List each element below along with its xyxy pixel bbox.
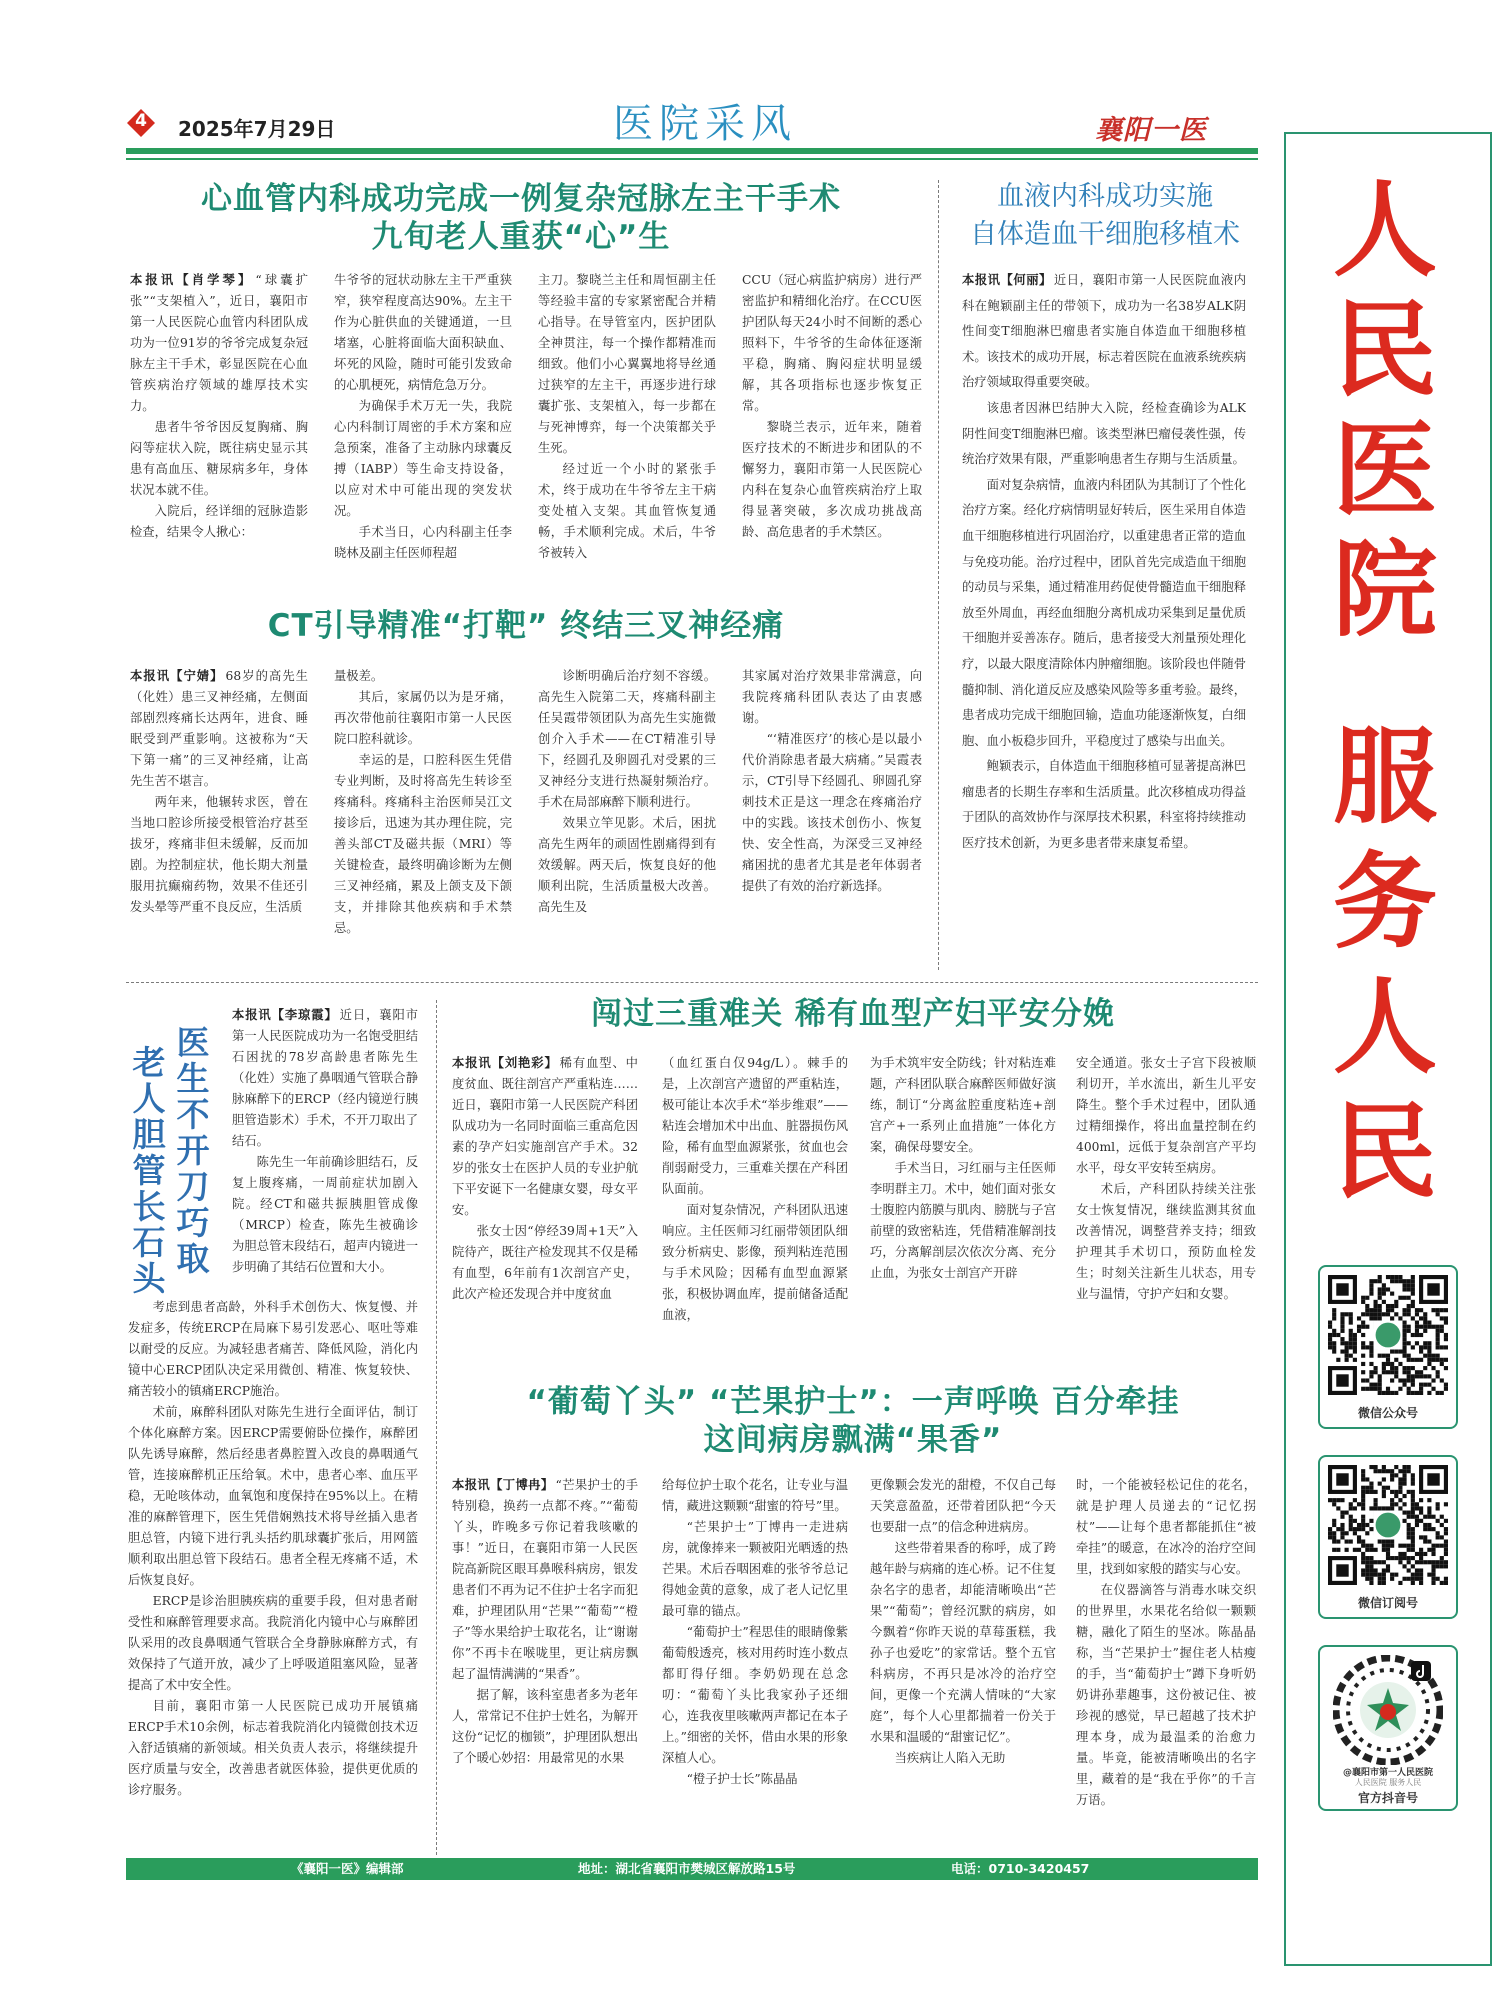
section-divider [126,982,1258,983]
title-char: 开 [176,1131,210,1170]
paragraph: 诊断明确后治疗刻不容缓。高先生入院第二天，疼痛科副主任吴霞带领团队为高先生实施微创介入手术——在CT精准引导下，经圆孔及卵圆孔对受累的三叉神经分支进行热凝射频治疗。手术在局部麻醉下顺利进行。 [538,669,716,809]
column-divider [938,180,939,970]
paragraph: ERCP是诊治胆胰疾病的重要手段，但对患者耐受性和麻醉管理要求高。我院消化内镜中心与麻醉团队采用的改良鼻咽通气管联合全身静脉麻醉方式，有效保持了气道开放，减少了上呼吸道阻塞风险，显著提高了术中安全性。 [128,1594,418,1692]
article6-column [1076,1475,1256,1845]
paragraph: 目前，襄阳市第一人民医院已成功开展镇痛ERCP手术10余例，标志着我院消化内镜微创技术迈入舒适镇痛的新领域。相关负责人表示，将继续提升医疗质量与安全，改善患者就医体验，提供更优质的诊疗服务。 [128,1699,418,1797]
paragraph: 面对复杂病情，血液内科团队为其制订了个性化治疗方案。经化疗病情明显好转后，医生采用自体造血干细胞移植进行巩固治疗，以重建患者正常的造血与免疫功能。治疗过程中，团队首先完成造血干细胞的动员与采集，通过精准用药促使骨髓造血干细胞释放至外周血，再经血细胞分离机成功采集到足量优质干细胞并妥善冻存。随后，患者接受大剂量预处理化疗，以最大限度清除体内肿瘤细胞。该阶段也伴随骨髓抑制、消化道反应及感染风险等多重考验。最终，患者成功完成干细胞回输，造血功能逐渐恢复，白细胞、血小板稳步回升，平稳度过了感染与出血关。 [962,477,1246,748]
paragraph: 患者牛爷爷因反复胸痛、胸闷等症状入院，既往病史显示其患有高血压、糖尿病多年，身体状况本就不佳。 [130,420,308,497]
issue-date: 2025年7月29日 [178,117,336,141]
header-rule-thin [126,158,1258,160]
footer-phone: 电话：0710-3420457 [951,1861,1090,1876]
article5-headline: 闯过三重难关 稀有血型产妇平安分娩 [591,996,1115,1032]
qr-code-icon[interactable] [1328,1465,1448,1585]
paragraph: 术前，麻醉科团队对陈先生进行全面评估，制订个体化麻醉方案。因ERCP需要俯卧位操作，麻醉团队先诱导麻醉，然后经患者鼻腔置入改良的鼻咽通气管，连接麻醉机正压给氧。术中，患者心率、血压平稳，无呛咳体动，血氧饱和度保持在95%以上。在精准的麻醉管理下，医生凭借娴熟技术将导丝插入患者胆总管，内镜下进行乳头括约肌球囊扩张后，用网篮顺利取出胆总管下段结石。患者全程无疼痛不适，术后恢复良好。 [128,1405,418,1587]
title-char: 医 [176,1023,210,1062]
article5-column [870,1053,1056,1371]
article6-column [662,1475,848,1845]
title-char: 不 [176,1095,210,1134]
article4-headline [128,1023,220,1298]
paragraph: 两年来，他辗转求医，曾在当地口腔诊所接受根管治疗甚至拔牙，疼痛非但未缓解，反而加剧。为控制症状，他长期大剂量服用抗癫痫药物，效果不佳还引发头晕等严重不良反应，生活质 [130,795,308,914]
article3-headline [950,178,1260,254]
paragraph: 陈先生一年前确诊胆结石，反复上腹疼痛，一周前症状加剧入院。经CT和磁共振胰胆管成像（MRCP）检查，陈先生被确诊为胆总管末段结石，超声内镜进一步明确了其结石位置和大小。 [232,1155,418,1274]
paragraph: 面对复杂情况，产科团队迅速响应。主任医师习红丽带领团队细致分析病史、影像，预判粘连范围与手术风险；因稀有血型血源紧张，积极协调血库，提前储备适配血液， [662,1203,848,1322]
article3-body [962,268,1246,968]
paragraph: 其家属对治疗效果非常满意，向我院疼痛科团队表达了由衷感谢。 [742,669,922,725]
paragraph: 幸运的是，口腔科医生凭借专业判断，及时将高先生转诊至疼痛科。疼痛科主治医师吴江文接诊后，迅速为其办理住院，完善头部CT及磁共振（MRI）等关键检查，最终明确诊断为左侧三叉神经痛，累及上颌支及下颌支，并排除其他疾病和手术禁忌。 [334,753,512,935]
article1-column [334,270,512,594]
byline: 本报讯【何丽】 [962,273,1052,287]
column-divider [436,1000,437,1855]
douyin-code-icon[interactable] [1333,1655,1443,1765]
paragraph: 入院后，经详细的冠脉造影检查，结果令人揪心： [130,504,308,539]
paragraph: 考虑到患者高龄，外科手术创伤大、恢复慢、并发症多，传统ERCP在局麻下易引发恶心、呕吐等难以耐受的反应。为减轻患者痛苦、降低风险，消化内镜中心ERCP团队决定采用微创、精准、恢复较快、痛苦较小的镇痛ERCP施治。 [128,1300,418,1398]
paragraph: 当疾病让人陷入无助 [894,1751,1006,1765]
paragraph: 在仪器滴答与消毒水味交织的世界里，水果花名给似一颗颗糖，融化了陌生的坚冰。陈晶晶称，当“芒果护士”握住老人枯瘦的手，当“葡萄护士”蹲下身听奶奶讲孙辈趣事，这份被记住、被珍视的感觉，早已超越了技术护理本身，成为最温柔的治愈力量。毕竟，能被清晰唤出的名字里，藏着的是“我在乎你”的千言万语。 [1076,1583,1256,1807]
paragraph: 更像颗会发光的甜橙，不仅自己每天笑意盈盈，还带着团队把“今天也要甜一点”的信念种进病房。 [870,1478,1056,1534]
article1-column [742,270,922,594]
article6-title-line2: 这间病房飘满“果香” [703,1422,1003,1458]
qr-douyin-box [1318,1645,1458,1811]
article2-column [538,666,716,966]
paragraph: “芒果护士的手特别稳，换药一点都不疼。”“葡萄丫头，昨晚多亏你记着我咳嗽的事！”近日，在襄阳市第一人民医院高新院区眼耳鼻喉科病房，银发患者们不再为记不住护士名字而犯难，护理团队用“芒果”“葡萄”“橙子”等水果给护士取花名，让“谢谢你”不再卡在喉咙里，更让病房飘起了温情满满的“果香”。 [452,1478,638,1681]
paragraph: 黎晓兰表示，近年来，随着医疗技术的不断进步和团队的不懈努力，襄阳市第一人民医院心内科在复杂心血管疾病治疗上取得显著突破，多次成功挑战高龄、高危患者的手术禁区。 [742,420,922,539]
article1-title-line2: 九旬老人重获“心”生 [371,219,671,255]
slogan-char: 人 [1332,169,1437,291]
article1-title-line1: 心血管内科成功完成一例复杂冠脉左主干手术 [201,181,841,217]
article6-column [452,1475,638,1845]
qr-wechat-subscription-box [1318,1455,1458,1619]
title-char: 刀 [176,1167,210,1206]
title-char: 老 [132,1043,166,1082]
paragraph: 为确保手术万无一失，我院心内科制订周密的手术方案和应急预案，准备了主动脉内球囊反搏（IABP）等生命支持设备，以应对术中可能出现的突发状况。 [334,399,512,518]
paragraph: 为手术筑牢安全防线；针对粘连难题，产科团队联合麻醉医师做好演练，制订“分离盆腔重度粘连+剖宫产+一系列止血措施”一体化方案，确保母婴安全。 [870,1056,1056,1154]
paragraph: “球囊扩张”“支架植入”，近日，襄阳市第一人民医院心血管内科团队成功为一位91岁的爷爷完成复杂冠脉左主干手术，彰显医院在心血管疾病治疗领域的雄厚技术实力。 [130,273,308,413]
paragraph: 手术当日，习红丽与主任医师李明群主刀。术中，她们面对张女士腹腔内筋膜与肌肉、膀胱与子宫前壁的致密粘连，凭借精准解剖技巧，分离解剖层次依次分离、充分止血，为张女士剖宫产开辟 [870,1161,1056,1280]
paragraph: 时，一个能被轻松记住的花名，就是护理人员递去的“记忆拐杖”——让每个患者都能抓住“被牵挂”的暖意，在冰冷的治疗空间里，找到如家般的踏实与心安。 [1076,1478,1256,1576]
article4-body-lower [128,1297,418,1842]
slogan-char: 院 [1332,529,1437,651]
title-char: 巧 [176,1203,210,1242]
paragraph: 据了解，该科室患者多为老年人，常常记不住护士姓名，为解开这份“记忆的枷锁”，护理团队想出了个暖心妙招：用最常见的水果 [452,1688,638,1765]
article1-column [538,270,716,594]
article1-headline [126,180,916,256]
article4-body-upper [232,1005,418,1295]
article3-title-line2: 自体造血干细胞移植术 [970,219,1240,250]
byline: 本报讯【宁婧】 [130,669,224,683]
paragraph: CCU（冠心病监护病房）进行严密监护和精细化治疗。在CCU医护团队每天24小时不间断的悉心照料下，牛爷爷的生命体征逐渐平稳，胸痛、胸闷症状明显缓解，其各项指标也逐步恢复正常。 [742,273,922,413]
title-char: 人 [132,1079,166,1118]
slogan-char: 服 [1332,716,1437,838]
slogan-char: 民 [1332,1091,1437,1213]
paragraph: 经过近一个小时的紧张手术，终于成功在牛爷爷左主干病变处植入支架。其血管恢复通畅，手术顺利完成。术后，牛爷爷被转入 [538,462,716,560]
paragraph: 稀有血型、中度贫血、既往剖宫产严重粘连……近日，襄阳市第一人民医院产科团队成功为一名同时面临三重高危因素的孕产妇实施剖宫产手术。32岁的张女士在医护人员的专业护航下平安诞下一名健康女婴，母女平安。 [452,1056,638,1217]
paragraph: 68岁的高先生（化姓）患三叉神经痛，左侧面部剧烈疼痛长达两年，进食、睡眠受到严重影响。这被称为“天下第一痛”的三叉神经痛，让高先生苦不堪言。 [130,669,308,788]
footer-bar [126,1858,1258,1880]
qr-label: 微信订阅号 [1357,1596,1418,1610]
title-char: 头 [132,1259,166,1298]
slogan-line2 [1325,715,1445,1215]
page-number-badge [126,108,156,138]
paragraph: 张女士因“停经39周+1天”入院待产，既往产检发现其不仅是稀有血型，6年前有1次剖宫产史，此次产检还发现合并中度贫血 [452,1224,638,1301]
title-char: 胆 [132,1115,166,1154]
slogan-line1 [1325,170,1445,650]
paragraph: 安全通道。张女士子宫下段被顺利切开，羊水流出，新生儿平安降生。整个手术过程中，团队通过精细操作，将出血量控制在约400ml，远低于复杂剖宫产平均水平，母女平安转至病房。 [1076,1056,1256,1175]
article5-column [1076,1053,1256,1371]
qr-label: 微信公众号 [1357,1406,1418,1420]
header-rule-thick [126,148,1258,154]
byline: 本报讯【肖学琴】 [130,273,254,287]
paragraph: 鲍颖表示，自体造血干细胞移植可显著提高淋巴瘤患者的长期生存率和生活质量。此次移植成功得益于团队的高效协作与深厚技术积累，科室将持续推动医疗技术创新，为更多患者带来康复希望。 [962,759,1246,851]
page-number: 4 [135,111,147,131]
paragraph: “芒果护士”丁博冉一走进病房，就像捧来一颗被阳光晒透的热芒果。术后吞咽困难的张爷爷总记得她金黄的意象，成了老人记忆里最可靠的锚点。 [662,1520,848,1618]
footer-address: 地址：湖北省襄阳市樊城区解放路15号 [578,1861,796,1876]
byline: 本报讯【丁博冉】 [452,1478,554,1492]
paragraph: 给每位护士取个花名，让专业与温情，藏进这颗颗“甜蜜的符号”里。 [662,1478,848,1513]
footer-editorial: 《襄阳一医》编辑部 [291,1861,404,1876]
paragraph: 其后，家属仍以为是牙痛，再次带他前往襄阳市第一人民医院口腔科就诊。 [334,690,512,746]
article1-column [130,270,308,594]
newspaper-logo: 襄阳一医 [1095,115,1207,146]
article2-headline: CT引导精准“打靶” 终结三叉神经痛 [267,608,785,644]
paragraph: “‘精准医疗’的核心是以最小代价消除患者最大病痛。”吴霞表示，CT引导下经圆孔、卵圆孔穿刺技术正是这一理念在疼痛治疗中的实践。该技术创伤小、恢复快、安全性高，为深受三叉神经痛困扰的患者尤其是老年体弱者提供了有效的治疗新选择。 [742,732,922,893]
douyin-subcaption: 人民医院 服务人民 [1354,1778,1422,1787]
title-char: 管 [132,1151,166,1190]
article5-column [452,1053,638,1371]
title-char: 长 [132,1187,166,1226]
slogan-char: 医 [1332,409,1437,531]
article3-title-line1: 血液内科成功实施 [997,181,1213,212]
douyin-caption: @襄阳市第一人民医院 [1342,1768,1433,1778]
paragraph: 量极差。 [334,669,384,683]
slogan-char: 民 [1332,289,1437,411]
byline: 本报讯【刘艳彩】 [452,1056,558,1070]
paragraph: 近日，襄阳市第一人民医院成功为一名饱受胆结石困扰的78岁高龄患者陈先生（化姓）实施了鼻咽通气管联合静脉麻醉下的ERCP（经内镜逆行胰胆管造影术）手术，不开刀取出了结石。 [232,1008,418,1148]
qr-label: 官方抖音号 [1357,1791,1418,1805]
paragraph: “橙子护士长”陈晶晶 [686,1772,798,1786]
article6-headline [448,1383,1258,1459]
paragraph: 近日，襄阳市第一人民医院血液内科在鲍颖副主任的带领下，成功为一名38岁ALK阴性间变T细胞淋巴瘤患者实施自体造血干细胞移植术。该技术的成功开展，标志着医院在血液系统疾病治疗领域取得重要突破。 [962,273,1246,390]
article5-column [662,1053,848,1371]
article2-column [130,666,308,966]
paragraph: 牛爷爷的冠状动脉左主干严重狭窄，狭窄程度高达90%。左主干作为心脏供血的关键通道，一旦堵塞，心脏将面临大面积缺血、坏死的风险，随时可能引发致命的心肌梗死，病情危急万分。 [334,273,512,392]
paragraph: “葡萄护士”程思佳的眼睛像紫葡萄般透亮，核对用药时连小数点都盯得仔细。李奶奶现在总念叨：“葡萄丫头比我家孙子还细心，连我夜里咳嗽两声都记在本子上。”细密的关怀，借由水果的形象深植人心。 [662,1625,848,1765]
paragraph: 效果立竿见影。术后，困扰高先生两年的顽固性剧痛得到有效缓解。两天后，恢复良好的他顺利出院，生活质量极大改善。高先生及 [538,816,716,914]
article6-title-line1: “葡萄丫头” “芒果护士”：一声呼唤 百分牵挂 [526,1384,1180,1420]
section-title: 医院采风 [613,101,797,147]
paragraph: （血红蛋白仅94g/L）。棘手的是，上次剖宫产遗留的严重粘连，极可能让本次手术“举步维艰”——粘连会增加术中出血、脏器损伤风险，稀有血型血源紧张，贫血也会削弱耐受力，三重难关摆在产科团队面前。 [662,1056,848,1196]
slogan-char: 人 [1332,966,1437,1088]
title-char: 石 [132,1223,166,1262]
paragraph: 手术当日，心内科副主任李晓林及副主任医师程超 [334,525,512,560]
title-char: 取 [176,1239,210,1278]
qr-code-icon[interactable] [1328,1275,1448,1395]
paragraph: 该患者因淋巴结肿大入院，经检查确诊为ALK阴性间变T细胞淋巴瘤。该类型淋巴瘤侵袭性强，传统治疗效果有限，严重影响患者生存期与生活质量。 [962,400,1246,467]
article2-column [742,666,922,966]
title-char: 生 [176,1059,210,1098]
paragraph: 这些带着果香的称呼，成了跨越年龄与病痛的连心桥。记不住复杂名字的患者，却能清晰唤出“芒果”“葡萄”；曾经沉默的病房，如今飘着“你昨天说的草莓蛋糕，我孙子也爱吃”的家常话。整个五官科病房，不再只是冰冷的治疗空间，更像一个充满人情味的“大家庭”，每个人心里都揣着一份关于水果和温暖的“甜蜜记忆”。 [870,1541,1056,1744]
article2-column [334,666,512,966]
paragraph: 术后，产科团队持续关注张女士恢复情况，继续监测其贫血改善情况，调整营养支持；细致护理其手术切口，预防血栓发生；时刻关注新生儿状态，用专业与温情，守护产妇和女婴。 [1076,1182,1256,1301]
qr-wechat-official-box [1318,1265,1458,1429]
article6-column [870,1475,1056,1845]
byline: 本报讯【李琼霞】 [232,1008,338,1022]
paragraph: 主刀。黎晓兰主任和周恒副主任等经验丰富的专家紧密配合并精心指导。在导管室内，医护团队全神贯注，每一个操作都精准而细致。他们小心翼翼地将导丝通过狭窄的左主干，再逐步进行球囊扩张、支架植入，每一步都在与死神博弈，每一个决策都关乎生死。 [538,273,716,455]
slogan-char: 务 [1332,841,1437,963]
